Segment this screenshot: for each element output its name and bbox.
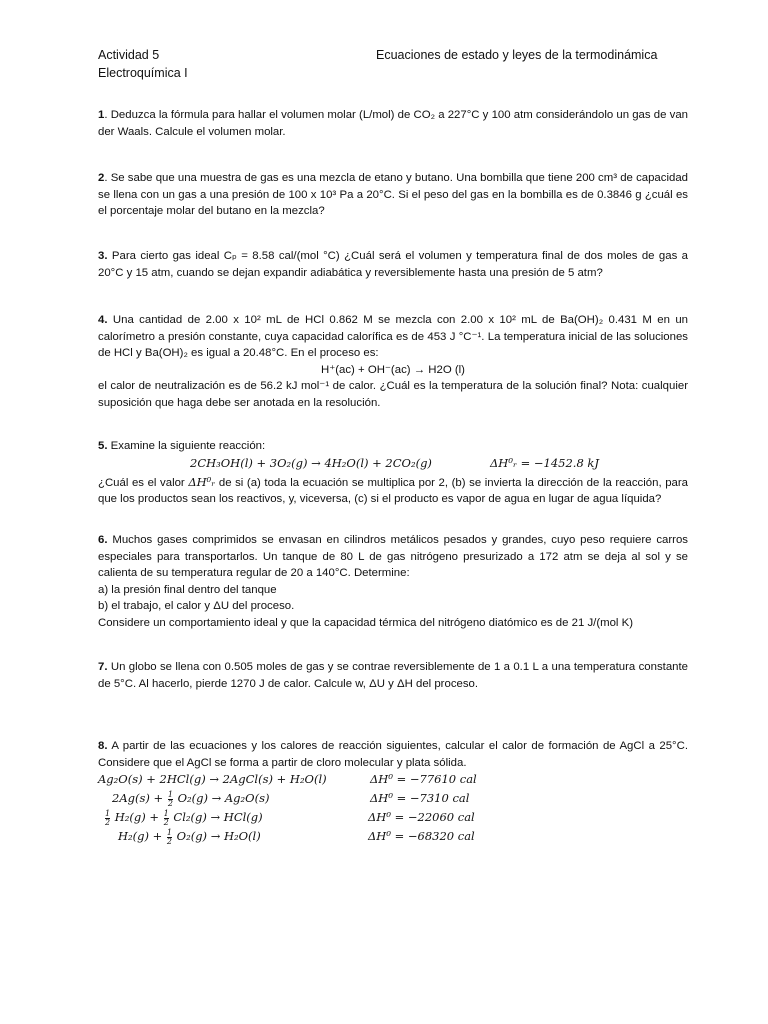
question-5: [98, 438, 688, 508]
enthalpy-symbol: ΔH⁰ᵣ: [188, 474, 216, 489]
equation-3: [104, 809, 263, 827]
question-8: [98, 738, 688, 847]
equation-4-start: H₂(g) +: [118, 829, 163, 843]
equation-4-end: O₂(g) → H₂O(l): [176, 829, 261, 843]
question-1: [98, 107, 688, 140]
question-text-end: de si (a) toda la ecuación se multiplica por 2, (b) se invierta la dirección de la reacción, para que los productos sean los reactivos, y, viceversa, (c) si el producto es vapor de agua en lugar de agua líquida?: [98, 476, 688, 505]
fraction-half: [168, 791, 173, 808]
question-text: . Se sabe que una muestra de gas es una mezcla de etano y butano. Una bombilla que tiene 200 cm³ de capacidad se llena con un gas a una presión de 100 x 10³ Pa a 20°C. Si el peso del gas en la bombilla es de 0.3846 g ¿cuál es el porcentaje molar del butano en la mezcla?: [98, 172, 688, 217]
question-text: . Deduzca la fórmula para hallar el volumen molar (L/mol) de CO₂ a 227°C y 100 atm considerándolo un gas de van der Waals. Calcule el volumen molar.: [98, 109, 688, 138]
subject-label: Electroquímica I: [98, 66, 188, 80]
equation-row-2: [98, 790, 688, 809]
fraction-numerator: 1: [166, 827, 173, 837]
question-number: 3.: [98, 250, 108, 262]
topic-label: Ecuaciones de estado y leyes de la termodinámica: [376, 48, 658, 62]
question-note: Considere un comportamiento ideal y que la capacidad térmica del nitrógeno diatómico es de 21 J/(mol K): [98, 616, 634, 629]
activity-label: Actividad 5: [98, 48, 160, 62]
equation-3-end: Cl₂(g) → HCl(g): [173, 810, 263, 824]
question-intro: Examine la siguiente reacción:: [107, 440, 266, 452]
equation-4: [118, 828, 261, 846]
question-text: Muchos gases comprimidos se envasan en cilindros metálicos pesados y grandes, cuyo peso requiere carros especiales para transportarlos. Un tanque de 80 L de gas nitrógeno presurizado a 172 atm se deja al sol y se calienta de su temperatura regular de 20 a 140°C. Determine:: [98, 534, 688, 579]
question-3: [98, 248, 688, 281]
part-b: b) el trabajo, el calor y ΔU del proceso.: [98, 600, 295, 612]
fraction-half: [164, 810, 169, 827]
question-number: 5.: [98, 440, 108, 452]
question-text: Para cierto gas ideal Cₚ = 8.58 cal/(mol °C) ¿Cuál será el volumen y temperatura final de dos moles de gas a 20°C y 15 atm, cuando se dejan expandir adiabática y reversiblemente hasta una presión de 5 atm?: [98, 250, 688, 279]
question-7: [98, 659, 688, 692]
header-left: [98, 46, 188, 82]
fraction-half: [167, 829, 172, 846]
equation-3-start: H₂(g) +: [114, 810, 160, 824]
question-2: [98, 170, 688, 220]
methanol-reaction-row: [98, 455, 688, 474]
question-number: 1: [98, 109, 105, 121]
question-text-start: ¿Cuál es el valor: [98, 476, 185, 489]
question-number: 7.: [98, 661, 108, 673]
enthalpy-2: ΔH⁰ = −7310 cal: [370, 791, 470, 805]
enthalpy-1: ΔH⁰ = −77610 cal: [370, 772, 477, 786]
fraction-denominator: 2: [163, 817, 169, 827]
question-number: 6.: [98, 534, 108, 546]
reaction-enthalpy: ΔH⁰ᵣ = −1452.8 kJ: [490, 455, 599, 470]
equation-row-4: [98, 828, 688, 847]
fraction-denominator: 2: [166, 836, 173, 846]
equation-1: Ag₂O(s) + 2HCl(g) → 2AgCl(s) + H₂O(l): [98, 772, 327, 786]
enthalpy-3: ΔH⁰ = −22060 cal: [368, 810, 475, 824]
question-number: 4.: [98, 314, 108, 326]
fraction-numerator: 1: [167, 789, 173, 799]
question-number: 2: [98, 172, 105, 184]
equation-row-3: [98, 809, 688, 828]
fraction-numerator: 1: [105, 808, 111, 818]
question-number: 8.: [98, 740, 108, 752]
question-text: Un globo se llena con 0.505 moles de gas y se contrae reversiblemente de 1 a 0.1 L a una temperatura constante de 5°C. Al hacerlo, pierde 1270 J de calor. Calcule w, ΔU y ΔH del proceso.: [98, 661, 688, 690]
fraction-half: [105, 810, 110, 827]
fraction-denominator: 2: [167, 798, 173, 808]
question-text: Una cantidad de 2.00 x 10² mL de HCl 0.862 M se mezcla con 2.00 x 10² mL de Ba(OH)₂ 0.431 M en un calorímetro a presión constante, cuya capacidad calorífica es de 453 J °C⁻¹. La temperatura inicial de las soluciones de HCl y Ba(OH)₂ es igual a 20.48°C. En el proceso es:: [98, 314, 688, 359]
fraction-numerator: 1: [163, 808, 169, 818]
question-text-continued: el calor de neutralización es de 56.2 kJ mol⁻¹ de calor. ¿Cuál es la temperatura de la solución final? Nota: cualquier suposición que haga debe ser anotada en la resolución.: [98, 380, 688, 409]
question-text: A partir de las ecuaciones y los calores de reacción siguientes, calcular el calor de formación de AgCl a 25°C. Considere que el AgCl se forma a partir de cloro molecular y plata sólida.: [98, 740, 688, 769]
equation-2-end: O₂(g) → Ag₂O(s): [177, 791, 270, 805]
equation-row-1: [98, 771, 688, 790]
methanol-reaction: 2CH₃OH(l) + 3O₂(g) → 4H₂O(l) + 2CO₂(g): [190, 455, 432, 470]
neutralization-reaction: H⁺(ac) + OH⁻(ac) → H2O (l): [321, 363, 465, 376]
fraction-denominator: 2: [105, 817, 111, 827]
equation-2-start: 2Ag(s) +: [112, 791, 164, 805]
question-text: [98, 474, 688, 508]
enthalpy-4: ΔH⁰ = −68320 cal: [368, 829, 475, 843]
equation-2: [112, 790, 269, 808]
question-6: [98, 532, 688, 631]
question-4: [98, 312, 688, 411]
part-a: a) la presión final dentro del tanque: [98, 583, 277, 596]
